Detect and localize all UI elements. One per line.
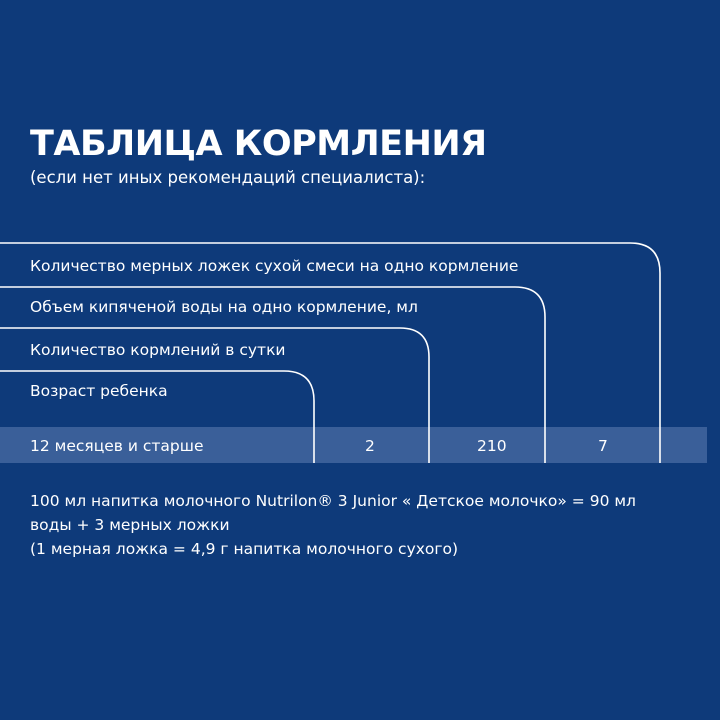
header-water: Объем кипяченой воды на одно кормление, мл bbox=[30, 298, 418, 316]
cell-age: 12 месяцев и старше bbox=[30, 437, 204, 455]
page-subtitle: (если нет иных рекомендаций специалиста): bbox=[30, 168, 426, 187]
header-age: Возраст ребенка bbox=[30, 382, 168, 400]
header-scoops: Количество мерных ложек сухой смеси на одно кормление bbox=[30, 257, 519, 275]
cell-scoops: 7 bbox=[598, 437, 608, 455]
note-line-2: воды + 3 мерных ложки bbox=[30, 516, 230, 534]
page-title: ТАБЛИЦА КОРМЛЕНИЯ bbox=[30, 124, 487, 164]
note-line-3: (1 мерная ложка = 4,9 г напитка молочного сухого) bbox=[30, 540, 459, 558]
cell-water: 210 bbox=[477, 437, 507, 455]
header-feedings: Количество кормлений в сутки bbox=[30, 341, 286, 359]
note-line-1: 100 мл напитка молочного Nutrilon® 3 Junior « Детское молочко» = 90 мл bbox=[30, 492, 636, 510]
cell-feedings: 2 bbox=[365, 437, 375, 455]
preparation-note bbox=[30, 489, 690, 561]
